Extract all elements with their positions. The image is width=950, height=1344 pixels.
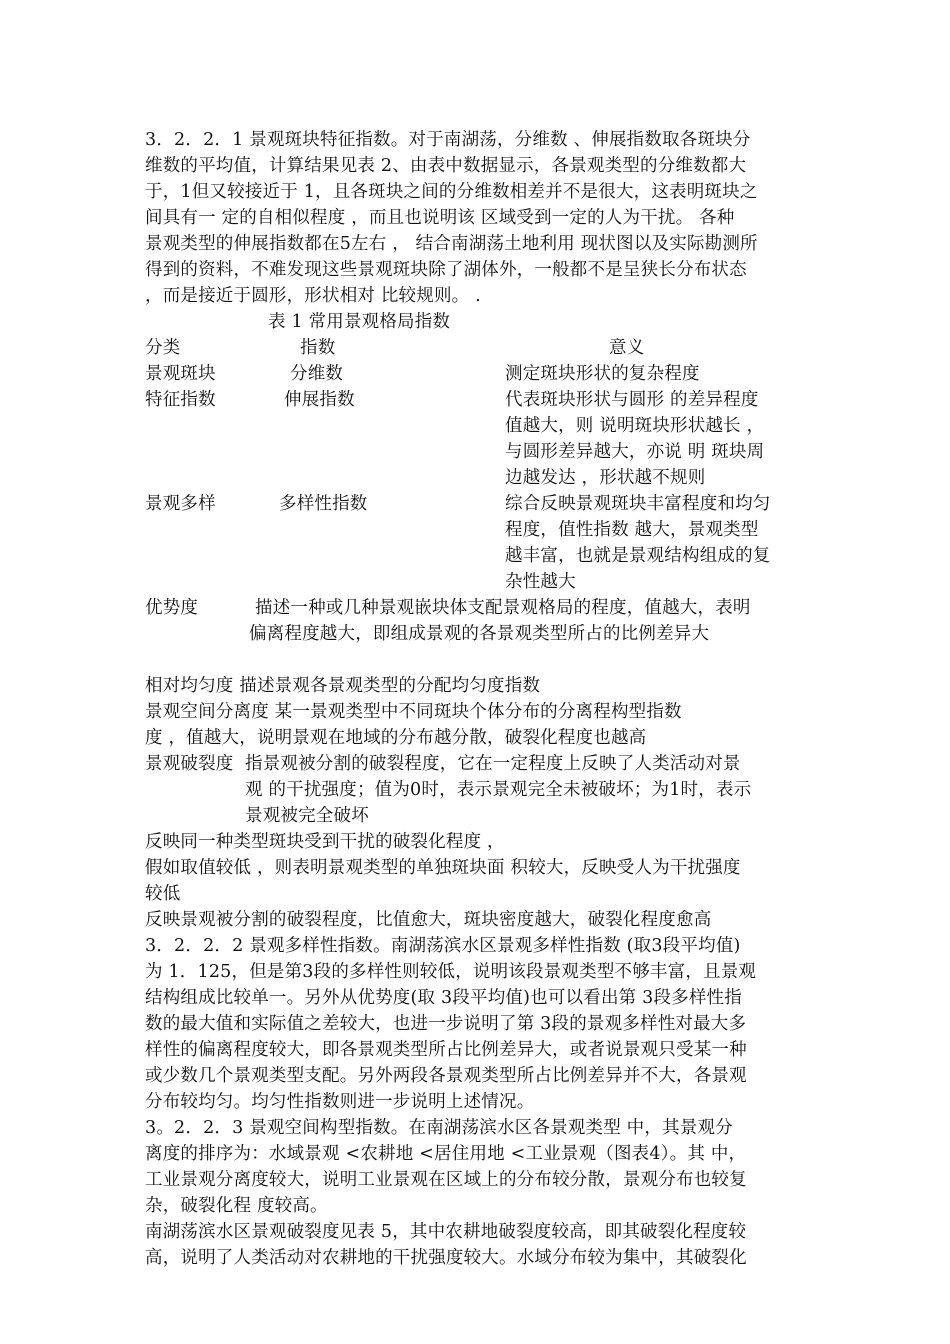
table-cell-meaning: 测定斑块形状的复杂程度 bbox=[505, 364, 700, 384]
table-cell-category: 特征指数 bbox=[145, 390, 216, 410]
para-3222-line: 或少数几个景观类型支配。另外两段各景观类型所占比例差异并不大，各景观 bbox=[145, 1066, 747, 1086]
table-cell-category: 优势度 bbox=[145, 598, 199, 618]
para-3223-line: 3。2．2．3 景观空间构型指数。在南湖荡滨水区各景观类型 中，其景观分 bbox=[145, 1118, 733, 1138]
para-3223-line: 离度的排序为：水域景观 <农耕地 <居住用地 <工业景观（图表4）。其 中， bbox=[145, 1144, 747, 1164]
table-cell-meaning: 与圆形差异越大，亦说 明 斑块周 bbox=[505, 442, 765, 462]
table-cell-meaning: 程度，值性指数 越大，景观类型 bbox=[505, 520, 759, 540]
table-cell-meaning: 偏离程度越大，即组成景观的各景观类型所占的比例差异大 bbox=[249, 624, 710, 644]
para-3221-line: 3．2．2．1 景观斑块特征指数。对于南湖荡，分维数 、伸展指数取各斑块分 bbox=[145, 130, 751, 150]
table-cell-category: 景观破裂度 bbox=[145, 754, 234, 774]
para-3223-line: 工业景观分离度较大，说明工业景观在区域上的分布较分散，景观分布也较复 bbox=[145, 1170, 747, 1190]
table-cell-meaning: 杂性越大 bbox=[505, 572, 576, 592]
para-3223-line: 南湖荡滨水区景观破裂度见表 5，其中农耕地破裂度较高，即其破裂化程度较 bbox=[145, 1222, 747, 1242]
table-row-separation: 景观空间分离度 某一景观类型中不同斑块个体分布的分离程构型指数 bbox=[145, 702, 682, 722]
table-cell-category: 景观多样 bbox=[145, 494, 216, 514]
table-header-category: 分类 bbox=[145, 338, 181, 358]
para-3222-line: 数的最大值和实际值之差较大，也进一步说明了第 3段的景观多样性对最大多 bbox=[145, 1014, 747, 1034]
para-3223-line: 杂，破裂化程 度较高。 bbox=[145, 1196, 328, 1216]
para-3222-line: 为 1．125，但是第3段的多样性则较低，说明该段景观类型不够丰富，且景观 bbox=[145, 962, 757, 982]
para-3221-line: 维数的平均值，计算结果见表 2、由表中数据显示，各景观类型的分维数都大 bbox=[145, 156, 747, 176]
table-header-index: 指数 bbox=[300, 338, 336, 358]
para-3221-line: 间具有一 定的自相似程度 ，而且也说明该 区域受到一定的人为干扰。 各种 bbox=[145, 208, 735, 228]
para-3221-line: 景观类型的伸展指数都在5左右 ， 结合南湖荡土地利用 现状图以及实际勘测所 bbox=[145, 234, 758, 254]
table-cell-meaning: 代表斑块形状与圆形 的差异程度 bbox=[505, 390, 759, 410]
para-3223-line: 高，说明了人类活动对农耕地的干扰强度较大。水域分布较为集中，其破裂化 bbox=[145, 1248, 747, 1268]
table-tail-line: 较低 bbox=[145, 884, 181, 904]
table-cell-category: 景观斑块 bbox=[145, 364, 216, 384]
para-3222-line: 分布较均匀。均匀性指数则进一步说明上述情况。 bbox=[145, 1092, 535, 1112]
table-cell-meaning: 边越发达 ，形状越不规则 bbox=[505, 468, 706, 488]
table-row-evenness: 相对均匀度 描述景观各景观类型的分配均匀度指数 bbox=[145, 676, 541, 696]
table-cell-meaning: 值越大，则 说明斑块形状越长 ， bbox=[505, 416, 765, 436]
table-cell-index: 分维数 bbox=[290, 364, 344, 384]
table-cell-meaning: 指景观被分割的破裂程度，它在一定程度上反映了人类活动对景 bbox=[245, 754, 741, 774]
table-row-separation: 度 ，值越大，说明景观在地域的分布越分散，破裂化程度也越高 bbox=[145, 728, 647, 748]
table-cell-meaning: 越丰富，也就是景观结构组成的复 bbox=[505, 546, 771, 566]
table-cell-index: 多样性指数 bbox=[279, 494, 368, 514]
table-cell-index: 伸展指数 bbox=[284, 390, 355, 410]
table-cell-meaning: 观 的干扰强度；值为0时，表示景观完全未被破坏；为1时，表示 bbox=[245, 780, 752, 800]
para-3222-line: 样性的偏离程度较大，即各景观类型所占比例差异大，或者说景观只受某一种 bbox=[145, 1040, 747, 1060]
table-cell-meaning: 综合反映景观斑块丰富程度和均匀 bbox=[505, 494, 771, 514]
table-cell-meaning: 景观被完全破坏 bbox=[245, 806, 369, 826]
para-3221-line: 于，1但又较接近于 1，且各斑块之间的分维数相差并不是很大，这表明斑块之 bbox=[145, 182, 758, 202]
table-cell-meaning: 描述一种或几种景观嵌块体支配景观格局的程度，值越大，表明 bbox=[255, 598, 751, 618]
para-3221-line: ，而是接近于圆形，形状相对 比较规则。 . bbox=[145, 286, 481, 306]
table-tail-line: 反映同一种类型斑块受到干扰的破裂化程度 ， bbox=[145, 832, 505, 852]
para-3222-line: 3．2．2．2 景观多样性指数。南湖荡滨水区景观多样性指数 (取3段平均值) bbox=[145, 936, 741, 956]
table-tail-line: 反映景观被分割的破裂程度，比值愈大，斑块密度越大，破裂化程度愈高 bbox=[145, 910, 712, 930]
para-3221-line: 得到的资料，不难发现这些景观斑块除了湖体外，一般都不是呈狭长分布状态 bbox=[145, 260, 747, 280]
para-3222-line: 结构组成比较单一。另外从优势度(取 3段平均值)也可以看出第 3段多样性指 bbox=[145, 988, 742, 1008]
table-caption: 表 1 常用景观格局指数 bbox=[268, 312, 451, 332]
table-header-meaning: 意义 bbox=[609, 338, 645, 358]
table-tail-line: 假如取值较低 ，则表明景观类型的单独斑块面 积较大，反映受人为干扰强度 bbox=[145, 858, 741, 878]
